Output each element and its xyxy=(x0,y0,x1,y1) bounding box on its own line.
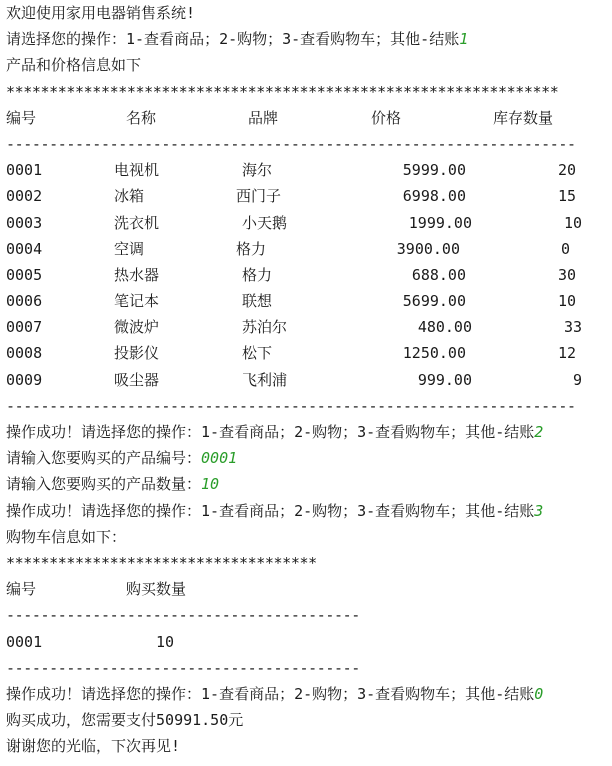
product-stock: 0 xyxy=(560,239,570,258)
product-table-body xyxy=(6,157,606,393)
product-id: 0006 xyxy=(6,292,43,311)
star-separator-short xyxy=(6,550,606,576)
product-stock: 10 xyxy=(557,292,576,311)
cart-info-title-text: 购物车信息如下： xyxy=(6,527,127,546)
user-input-choice: 0 xyxy=(534,684,544,703)
product-stock: 30 xyxy=(557,265,576,284)
product-id-prompt-line xyxy=(6,445,606,471)
star-rule-text: ************************************ xyxy=(6,553,317,572)
product-info-title-text: 产品和价格信息如下 xyxy=(6,56,142,75)
product-info-title xyxy=(6,52,606,78)
table-row xyxy=(6,183,606,209)
menu-prompt-line xyxy=(6,26,606,52)
table-row xyxy=(6,340,606,366)
payment-message-text: 购买成功，您需要支付50991.50元 xyxy=(6,711,244,730)
user-input-choice: 1 xyxy=(459,30,469,49)
product-stock: 10 xyxy=(563,213,582,232)
product-id-prompt: 请输入您要购买的产品编号： xyxy=(6,449,202,468)
product-brand: 松下 xyxy=(242,344,273,363)
dash-separator-short xyxy=(6,655,606,681)
product-id: 0004 xyxy=(6,239,43,258)
table-row xyxy=(6,236,606,262)
table-row xyxy=(6,288,606,314)
success-menu-prompt: 操作成功！请选择您的操作：1-查看商品；2-购物；3-查看购物车；其他-结账 xyxy=(6,501,535,520)
product-price: 5699.00 xyxy=(402,292,466,311)
product-name: 电视机 xyxy=(114,161,160,180)
product-brand: 格力 xyxy=(236,239,267,258)
product-id: 0008 xyxy=(6,344,43,363)
cart-item-id: 0001 xyxy=(6,632,43,651)
product-brand: 联想 xyxy=(242,292,273,311)
table-row xyxy=(6,314,606,340)
header-brand: 品牌 xyxy=(248,108,279,127)
product-price: 999.00 xyxy=(417,370,472,389)
dash-rule-text: ------------------------------------------------------------------ xyxy=(6,396,576,415)
product-price: 3900.00 xyxy=(396,239,460,258)
star-rule-text: **************************************************************** xyxy=(6,82,559,101)
cart-item-quantity: 10 xyxy=(156,632,175,651)
product-name: 冰箱 xyxy=(114,187,145,206)
dash-rule-text: ----------------------------------------- xyxy=(6,658,360,677)
cart-header-quantity: 购买数量 xyxy=(126,580,187,599)
user-input-quantity: 10 xyxy=(201,475,220,494)
product-name: 笔记本 xyxy=(114,292,160,311)
cart-table-header xyxy=(6,576,606,602)
table-row xyxy=(6,629,606,655)
product-id: 0001 xyxy=(6,161,43,180)
menu-prompt: 请选择您的操作：1-查看商品；2-购物；3-查看购物车；其他-结账 xyxy=(6,30,460,49)
cart-info-title xyxy=(6,524,606,550)
quantity-prompt-line xyxy=(6,471,606,497)
table-row xyxy=(6,210,606,236)
product-id: 0009 xyxy=(6,370,43,389)
header-price: 价格 xyxy=(371,108,402,127)
product-id: 0003 xyxy=(6,213,43,232)
product-name: 洗衣机 xyxy=(114,213,160,232)
product-name: 热水器 xyxy=(114,265,160,284)
quantity-prompt: 请输入您要购买的产品数量： xyxy=(6,475,202,494)
product-name: 空调 xyxy=(114,239,145,258)
cart-header-id: 编号 xyxy=(6,580,37,599)
goodbye-text: 谢谢您的光临，下次再见! xyxy=(6,737,181,756)
header-stock: 库存数量 xyxy=(493,108,554,127)
product-price: 1250.00 xyxy=(402,344,466,363)
menu-prompt-line xyxy=(6,681,606,707)
product-stock: 33 xyxy=(563,318,582,337)
console-output xyxy=(6,0,606,759)
product-brand: 西门子 xyxy=(236,187,282,206)
product-stock: 20 xyxy=(557,161,576,180)
product-brand: 格力 xyxy=(242,265,273,284)
welcome-text: 欢迎使用家用电器销售系统! xyxy=(6,4,196,22)
product-name: 吸尘器 xyxy=(114,370,160,389)
product-stock: 12 xyxy=(557,344,576,363)
goodbye-message xyxy=(6,733,606,759)
menu-prompt-line xyxy=(6,498,606,524)
table-row xyxy=(6,157,606,183)
payment-message xyxy=(6,707,606,733)
user-input-choice: 2 xyxy=(534,423,544,441)
table-row xyxy=(6,262,606,288)
product-brand: 小天鹅 xyxy=(242,213,288,232)
star-separator xyxy=(6,79,606,105)
product-stock: 9 xyxy=(572,370,582,389)
menu-prompt-line xyxy=(6,419,606,445)
product-id: 0002 xyxy=(6,187,43,206)
success-menu-prompt: 操作成功！请选择您的操作：1-查看商品；2-购物；3-查看购物车；其他-结账 xyxy=(6,423,535,441)
product-stock: 15 xyxy=(557,187,576,206)
product-price: 688.00 xyxy=(411,265,466,284)
dash-separator-short xyxy=(6,602,606,628)
product-brand: 海尔 xyxy=(242,161,273,180)
header-id: 编号 xyxy=(6,108,37,127)
product-price: 1999.00 xyxy=(408,213,472,232)
dash-rule-text: ----------------------------------------- xyxy=(6,606,360,625)
product-price: 6998.00 xyxy=(402,187,466,206)
product-price: 480.00 xyxy=(417,318,472,337)
product-price: 5999.00 xyxy=(402,161,466,180)
product-name: 投影仪 xyxy=(114,344,160,363)
dash-rule-text: ------------------------------------------------------------------ xyxy=(6,134,576,153)
header-name: 名称 xyxy=(126,108,157,127)
product-brand: 飞利浦 xyxy=(242,370,288,389)
product-id: 0007 xyxy=(6,318,43,337)
product-name: 微波炉 xyxy=(114,318,160,337)
dash-separator xyxy=(6,131,606,157)
welcome-line xyxy=(6,0,606,26)
success-menu-prompt: 操作成功！请选择您的操作：1-查看商品；2-购物；3-查看购物车；其他-结账 xyxy=(6,684,535,703)
product-brand: 苏泊尔 xyxy=(242,318,288,337)
product-table-header xyxy=(6,105,606,131)
user-input-product-id: 0001 xyxy=(201,449,238,468)
user-input-choice: 3 xyxy=(534,501,544,520)
table-row xyxy=(6,367,606,393)
dash-separator xyxy=(6,393,606,419)
product-id: 0005 xyxy=(6,265,43,284)
